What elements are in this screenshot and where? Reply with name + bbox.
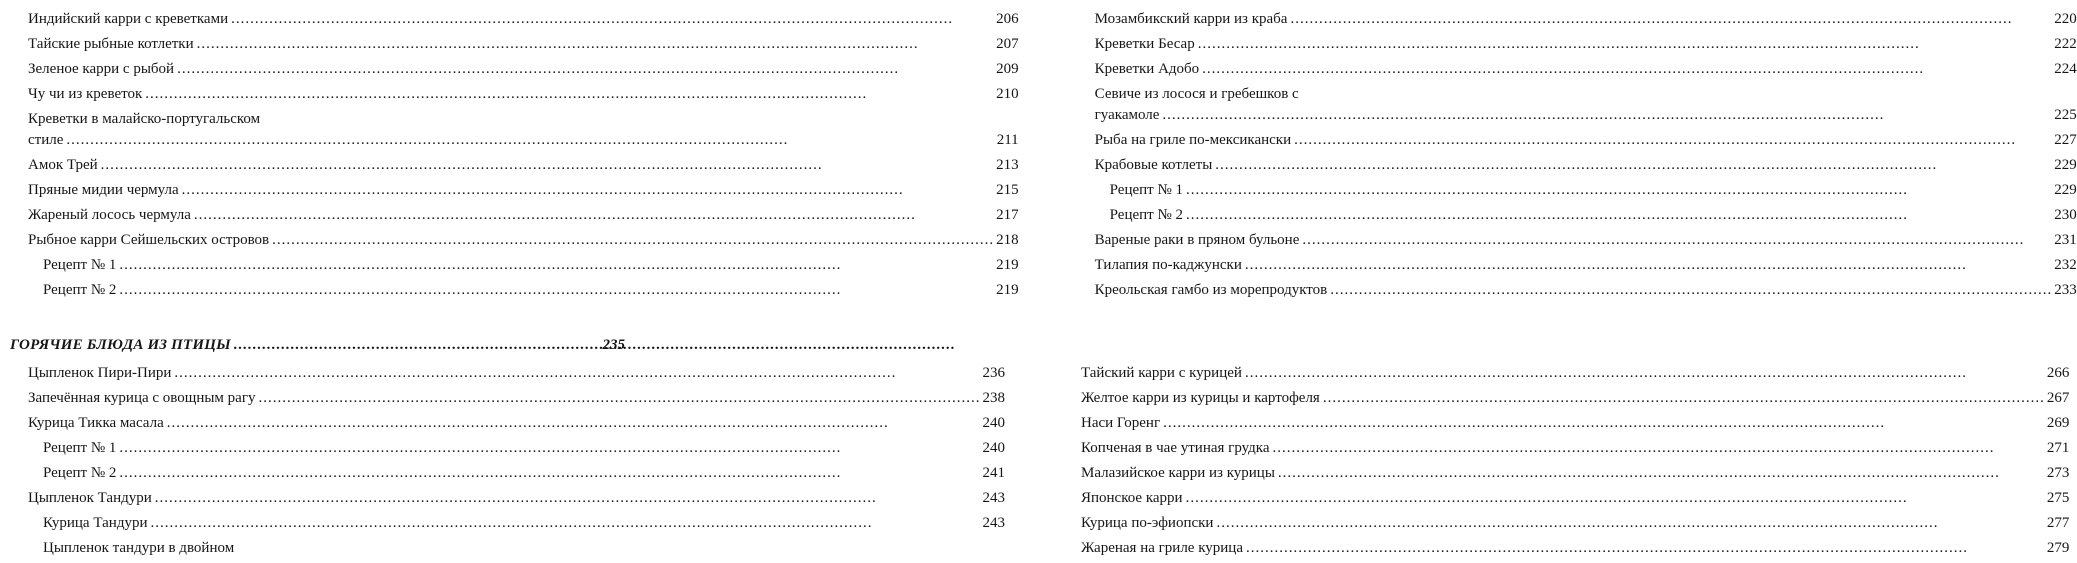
entry-title: Малазийское карри из курицы xyxy=(1080,465,1275,481)
toc-entry xyxy=(1095,34,2077,54)
toc-entry xyxy=(28,155,1019,175)
dot-leader xyxy=(1323,388,2045,408)
page-number: 217 xyxy=(996,207,1019,223)
entry-title: Японское карри xyxy=(1080,490,1183,506)
entry-title: Курица Тандури xyxy=(43,515,148,531)
dot-leader xyxy=(1186,488,2045,508)
entry-title: Жареная на гриле курица xyxy=(1080,540,1243,556)
entry-title: Копченая в чае утиная грудка xyxy=(1080,440,1270,456)
toc-entry xyxy=(1081,513,2069,533)
page-number: 229 xyxy=(2054,182,2077,198)
toc-subentry xyxy=(28,255,1019,275)
dot-leader xyxy=(66,130,994,150)
toc-subentry xyxy=(28,280,1019,300)
dot-leader xyxy=(101,155,995,175)
dot-leader xyxy=(1162,105,2052,125)
dot-leader xyxy=(174,363,980,383)
toc-subentry xyxy=(28,438,1005,458)
toc-entry xyxy=(28,59,1019,79)
section-page-number: 235 xyxy=(602,337,625,353)
entry-title: Рецепт № 2 xyxy=(43,465,117,481)
page-number: 222 xyxy=(2054,36,2077,52)
page-number: 220 xyxy=(2054,11,2077,27)
entry-title: Креветки Бесар xyxy=(1094,36,1195,52)
entry-title: Цыпленок тандури в двойном xyxy=(43,540,235,556)
entry-title: Зеленое карри с рыбой xyxy=(28,61,175,77)
page-number: 215 xyxy=(996,182,1019,198)
page-number: 218 xyxy=(996,232,1019,248)
entry-title: Курица по-эфиопски xyxy=(1080,515,1214,531)
toc-entry xyxy=(28,130,1019,150)
dot-leader xyxy=(150,513,980,533)
toc-entry xyxy=(28,488,1005,508)
entry-title: Рецепт № 1 xyxy=(43,440,117,456)
page-number: 231 xyxy=(2054,232,2077,248)
page-number: 271 xyxy=(2046,440,2070,456)
section-title: ГОРЯЧИЕ БЛЮДА ИЗ ПТИЦЫ xyxy=(10,337,231,353)
page-number: 267 xyxy=(2046,390,2070,406)
dot-leader xyxy=(119,463,980,483)
toc-entry xyxy=(1081,538,2069,558)
page-number: 277 xyxy=(2046,515,2070,531)
dot-leader xyxy=(258,388,980,408)
entry-title: гуакамоле xyxy=(1094,107,1160,123)
toc-entry xyxy=(1095,9,2077,29)
dot-leader xyxy=(1245,363,2045,383)
entry-title: Рецепт № 1 xyxy=(43,257,117,273)
entry-title: Тайский карри с курицей xyxy=(1080,365,1242,381)
dot-leader xyxy=(1278,463,2045,483)
page-number: 211 xyxy=(996,132,1019,148)
dot-leader xyxy=(1273,438,2045,458)
dot-leader xyxy=(1294,130,2052,150)
toc-entry xyxy=(1095,230,2077,250)
dot-leader xyxy=(1202,59,2052,79)
entry-title: Жареный лосось чермула xyxy=(28,207,191,223)
toc-entry xyxy=(28,9,1019,29)
toc-entry xyxy=(1081,488,2069,508)
dot-leader xyxy=(119,255,994,275)
dot-leader xyxy=(1216,513,2044,533)
page-number: 238 xyxy=(982,390,1005,406)
page-number: 225 xyxy=(2054,107,2077,123)
entry-title: Чу чи из креветок xyxy=(28,86,143,102)
page-number: 236 xyxy=(982,365,1005,381)
toc-entry xyxy=(28,205,1019,225)
dot-leader xyxy=(1290,9,2052,29)
toc-columns xyxy=(10,9,2077,305)
dot-leader xyxy=(272,230,994,250)
entry-title: Цыпленок Пири-Пири xyxy=(28,365,172,381)
entry-title: Рыба на гриле по-мексикански xyxy=(1094,132,1292,148)
dot-leader xyxy=(234,335,601,355)
page-number: 224 xyxy=(2054,61,2077,77)
page-number: 233 xyxy=(2054,282,2077,298)
page-number: 210 xyxy=(996,86,1019,102)
toc-column xyxy=(1095,9,2077,305)
dot-leader xyxy=(1186,205,2052,225)
entry-title: Рецепт № 1 xyxy=(1109,182,1184,198)
toc-entry xyxy=(1095,59,2077,79)
page-number: 207 xyxy=(996,36,1019,52)
page-number: 266 xyxy=(2046,365,2070,381)
page-number: 240 xyxy=(982,440,1005,456)
entry-title: Тайские рыбные котлетки xyxy=(28,36,194,52)
toc-entry xyxy=(1095,105,2077,125)
page-number: 213 xyxy=(996,157,1019,173)
entry-title: Запечённая курица с овощным рагу xyxy=(28,390,256,406)
entry-title: Желтое карри из курицы и картофеля xyxy=(1080,390,1320,406)
page-number: 219 xyxy=(996,282,1019,298)
page-number: 230 xyxy=(2054,207,2077,223)
page-number: 273 xyxy=(2046,465,2070,481)
toc-entry-line1: Севиче из лосося и гребешков с xyxy=(1094,86,1299,102)
page-number: 275 xyxy=(2046,490,2070,506)
toc-entry xyxy=(1081,413,2069,433)
entry-title: Курица Тикка масала xyxy=(28,415,164,431)
dot-leader xyxy=(177,59,994,79)
entry-title: Тилапия по-каджунски xyxy=(1094,257,1242,273)
toc-entry xyxy=(1081,363,2069,383)
entry-title: Наси Горенг xyxy=(1080,415,1161,431)
dot-leader xyxy=(231,9,994,29)
dot-leader xyxy=(155,488,981,508)
section-header xyxy=(10,335,625,355)
toc-entry xyxy=(28,84,1019,104)
entry-title: Рыбное карри Сейшельских островов xyxy=(28,232,270,248)
dot-leader xyxy=(119,280,994,300)
dot-leader xyxy=(194,205,994,225)
toc-entry xyxy=(1081,388,2069,408)
toc-column xyxy=(28,363,1005,563)
toc-subentry xyxy=(1095,180,2077,200)
toc-columns xyxy=(10,363,2070,563)
entry-title: Рецепт № 2 xyxy=(43,282,117,298)
page-number: 279 xyxy=(2046,540,2070,556)
entry-title: Амок Трей xyxy=(28,157,98,173)
toc-entry xyxy=(28,363,1005,383)
toc-entry xyxy=(1095,280,2077,300)
toc-subentry xyxy=(1095,205,2077,225)
toc-section xyxy=(10,335,2070,563)
toc-entry xyxy=(1081,438,2069,458)
toc-entry xyxy=(1081,463,2069,483)
dot-leader xyxy=(1198,34,2053,54)
entry-title: Вареные раки в пряном бульоне xyxy=(1094,232,1300,248)
toc-subentry xyxy=(28,463,1005,483)
entry-title: Крабовые котлеты xyxy=(1094,157,1213,173)
page-number: 240 xyxy=(982,415,1005,431)
toc-entry xyxy=(1095,130,2077,150)
dot-leader xyxy=(1330,280,2052,300)
dot-leader xyxy=(1186,180,2052,200)
toc-subentry xyxy=(28,538,1005,558)
page-number: 209 xyxy=(996,61,1019,77)
dot-leader xyxy=(1302,230,2052,250)
page-number: 243 xyxy=(982,490,1005,506)
dot-leader xyxy=(1246,538,2045,558)
toc-entry xyxy=(28,34,1019,54)
toc-column xyxy=(1081,363,2069,563)
dot-leader xyxy=(167,413,981,433)
toc-entry xyxy=(1095,255,2077,275)
page-number: 206 xyxy=(996,11,1019,27)
page-number: 229 xyxy=(2054,157,2077,173)
entry-title: Цыпленок Тандури xyxy=(28,490,152,506)
toc-entry xyxy=(28,388,1005,408)
page-number: 227 xyxy=(2054,132,2077,148)
dot-leader xyxy=(197,34,995,54)
toc-entry xyxy=(28,180,1019,200)
dot-leader xyxy=(1245,255,2052,275)
page-number: 241 xyxy=(982,465,1005,481)
page-number: 232 xyxy=(2054,257,2077,273)
toc-entry xyxy=(28,230,1019,250)
toc-entry-line1: Креветки в малайско-португальском xyxy=(28,111,261,127)
entry-title: Пряные мидии чермула xyxy=(28,182,179,198)
page-number: 269 xyxy=(2046,415,2070,431)
page-number: 243 xyxy=(982,515,1005,531)
dot-leader xyxy=(1215,155,2052,175)
toc-column xyxy=(28,9,1019,305)
toc-entry xyxy=(1095,155,2077,175)
entry-title: Креольская гамбо из морепродуктов xyxy=(1094,282,1328,298)
dot-leader xyxy=(119,438,980,458)
entry-title: Рецепт № 2 xyxy=(1109,207,1184,223)
entry-title: Мозамбикский карри из краба xyxy=(1094,11,1288,27)
dot-leader xyxy=(182,180,994,200)
entry-title: стиле xyxy=(28,132,64,148)
page-number: 219 xyxy=(996,257,1019,273)
toc-section xyxy=(10,9,2077,305)
entry-title: Креветки Адобо xyxy=(1094,61,1200,77)
toc-subentry xyxy=(28,513,1005,533)
dot-leader xyxy=(1163,413,2045,433)
toc-entry xyxy=(28,413,1005,433)
dot-leader xyxy=(145,84,994,104)
entry-title: Индийский карри с креветками xyxy=(28,11,229,27)
